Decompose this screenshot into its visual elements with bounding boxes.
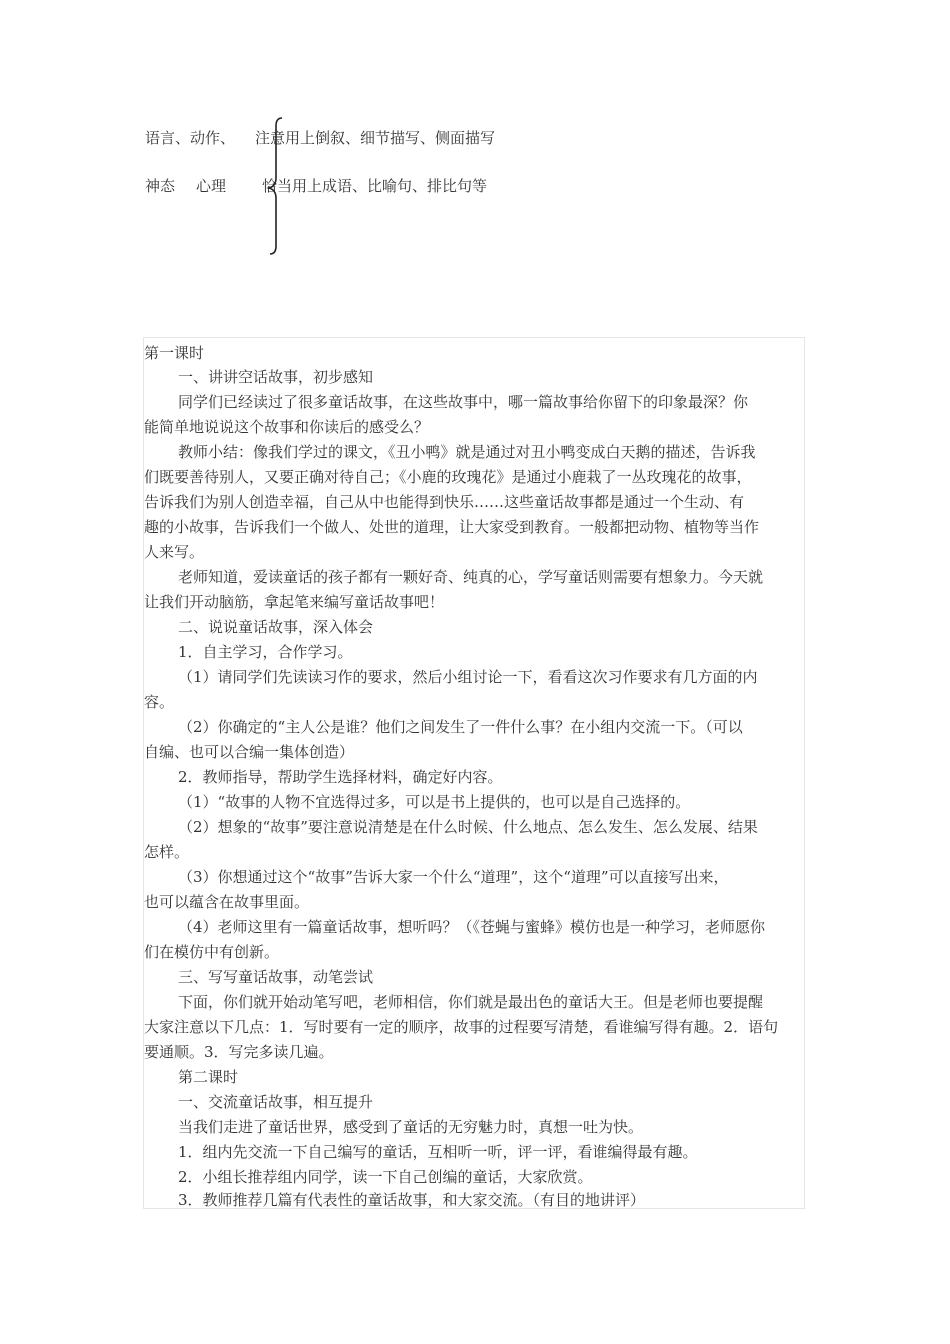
paragraph-line: 大家注意以下几点：1．写时要有一定的顺序，故事的过程要写清楚，看谁编写得有趣。2．语句 (144, 1018, 779, 1036)
curly-brace-icon (262, 116, 292, 258)
summary-note-rhetoric: 恰当用上成语、比喻句、排比句等 (262, 177, 488, 195)
list-item: （3）你想通过这个“故事”告诉大家一个什么“道理”，这个“道理”可以直接写出来， (178, 868, 729, 886)
paragraph-line: 们在模仿中有创新。 (144, 943, 280, 961)
paragraph-line: 人来写。 (144, 543, 205, 561)
list-item: （1）“故事的人物不宜选得过多，可以是书上提供的，也可以是自己选择的。 (178, 793, 691, 811)
list-item: 2．小组长推荐组内同学，读一下自己创编的童话，大家欣赏。 (178, 1168, 593, 1186)
heading-lesson-one: 第一课时 (144, 344, 205, 362)
paragraph-line: 下面，你们就开始动笔写吧，老师相信，你们就是最出色的童话大王。但是老师也要提醒 (178, 993, 764, 1011)
section-heading: 三、写写童话故事，动笔尝试 (178, 968, 374, 986)
summary-label-language-action: 语言、动作、 (145, 129, 236, 147)
list-item: （4）老师这里有一篇童话故事，想听吗？（《苍蝇与蜜蜂》模仿也是一种学习，老师愿你 (178, 918, 766, 936)
list-item: 3．教师推荐几篇有代表性的童话故事，和大家交流。（有目的地讲评） (178, 1191, 646, 1209)
paragraph-line: 当我们走进了童话世界，感受到了童话的无穷魅力时，真想一吐为快。 (178, 1118, 644, 1136)
summary-label-expression: 神态 (145, 177, 176, 195)
paragraph-line: 也可以蕴含在故事里面。 (144, 893, 310, 911)
list-item: 1．自主学习，合作学习。 (178, 643, 353, 661)
summary-note-techniques: 注意用上倒叙、细节描写、侧面描写 (255, 129, 496, 147)
section-heading: 一、讲讲空话故事，初步感知 (178, 368, 374, 386)
paragraph-line: 怎样。 (144, 843, 190, 861)
paragraph-line: 趣的小故事，告诉我们一个做人、处世的道理，让大家受到教育。一般都把动物、植物等当作 (144, 518, 760, 536)
list-item: （2）想象的“故事”要注意说清楚是在什么时候、什么地点、怎么发生、怎么发展、结果 (178, 818, 758, 836)
list-item: （2）你确定的“主人公是谁？他们之间发生了一件什么事？在小组内交流一下。（可以 (178, 718, 743, 736)
paragraph-line: 教师小结：像我们学过的课文，《丑小鸭》就是通过对丑小鸭变成白天鹅的描述，告诉我 (178, 443, 756, 461)
section-heading: 二、说说童话故事，深入体会 (178, 618, 374, 636)
list-item: （1）请同学们先读读习作的要求，然后小组讨论一下，看看这次习作要求有几方面的内 (178, 668, 758, 686)
paragraph-line: 让我们开动脑筋，拿起笔来编写童话故事吧！ (144, 593, 445, 611)
paragraph-line: 要通顺。3．写完多读几遍。 (144, 1043, 334, 1061)
paragraph-line: 能简单地说说这个故事和你读后的感受么？ (144, 418, 430, 436)
section-heading: 一、交流童话故事，相互提升 (178, 1093, 374, 1111)
list-item: 1．组内先交流一下自己编写的童话，互相听一听，评一评，看谁编得最有趣。 (178, 1143, 698, 1161)
summary-label-psychology: 心理 (196, 177, 227, 195)
list-item: 2．教师指导，帮助学生选择材料，确定好内容。 (178, 768, 503, 786)
paragraph-line: 同学们已经读过了很多童话故事，在这些故事中，哪一篇故事给你留下的印象最深？你 (178, 393, 749, 411)
paragraph-line: 告诉我们为别人创造幸福，自己从中也能得到快乐……这些童话故事都是通过一个生动、有 (144, 493, 745, 511)
heading-lesson-two: 第二课时 (178, 1068, 239, 1086)
paragraph-line: 容。 (144, 693, 175, 711)
paragraph-line: 们既要善待别人，又要正确对待自己；《小鹿的玫瑰花》是通过小鹿栽了一丛玫瑰花的故事， (144, 468, 752, 486)
paragraph-line: 自编、也可以合编一集体创造） (144, 743, 355, 761)
paragraph-line: 老师知道，爱读童话的孩子都有一颗好奇、纯真的心，学写童话则需要有想象力。今天就 (178, 568, 764, 586)
